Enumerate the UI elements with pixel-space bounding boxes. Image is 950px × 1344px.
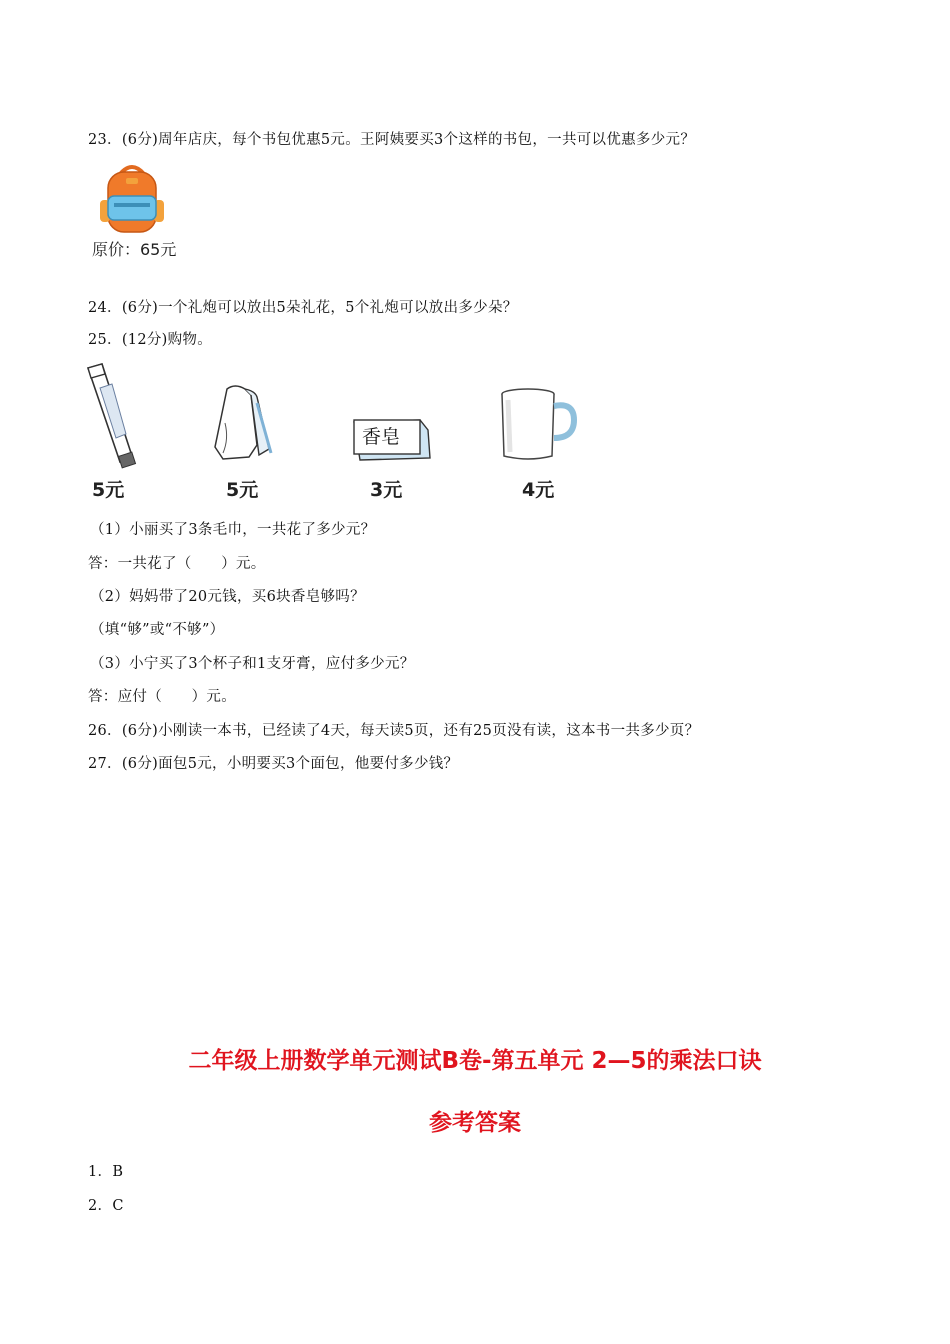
towel-icon <box>205 383 277 465</box>
question-25-part-2-hint: （填“够”或“不够”） <box>90 622 225 638</box>
mug-icon <box>498 386 580 464</box>
question-25-part-2: （2）妈妈带了20元钱，买6块香皂够吗？ <box>90 589 365 605</box>
question-25: 25．(12分)购物。 <box>88 332 213 348</box>
question-25-part-3: （3）小宁买了3个杯子和1支牙膏，应付多少元？ <box>90 656 415 672</box>
answer-section-title: 二年级上册数学单元测试B卷-第五单元 2—5的乘法口诀 <box>188 1048 762 1074</box>
question-23: 23．(6分)周年店庆，每个书包优惠5元。王阿姨要买3个这样的书包，一共可以优惠多少元？ <box>88 132 696 148</box>
question-26: 26．(6分)小刚读一本书，已经读了4天，每天读5页，还有25页没有读，这本书一共多少页？ <box>88 723 700 739</box>
answer-2: 2．C <box>88 1198 124 1214</box>
backpack-price-caption: 原价：65元 <box>92 240 177 259</box>
backpack-icon <box>94 160 170 236</box>
soap-label: 香皂 <box>362 426 401 448</box>
answer-25-part-3: 答：应付（ ）元。 <box>88 689 236 705</box>
toothpaste-price: 5元 <box>92 479 125 501</box>
answer-1: 1．B <box>88 1164 124 1180</box>
soap-price: 3元 <box>370 479 403 501</box>
question-24: 24．(6分)一个礼炮可以放出5朵礼花，5个礼炮可以放出多少朵？ <box>88 300 518 316</box>
question-27: 27．(6分)面包5元，小明要买3个面包，他要付多少钱？ <box>88 756 459 772</box>
towel-price: 5元 <box>226 479 259 501</box>
question-25-part-1: （1）小丽买了3条毛巾，一共花了多少元？ <box>90 522 376 538</box>
mug-price: 4元 <box>522 479 555 501</box>
answer-section-subtitle: 参考答案 <box>429 1110 521 1136</box>
answer-25-part-1: 答：一共花了（ ）元。 <box>88 556 266 572</box>
toothpaste-icon <box>82 360 142 470</box>
